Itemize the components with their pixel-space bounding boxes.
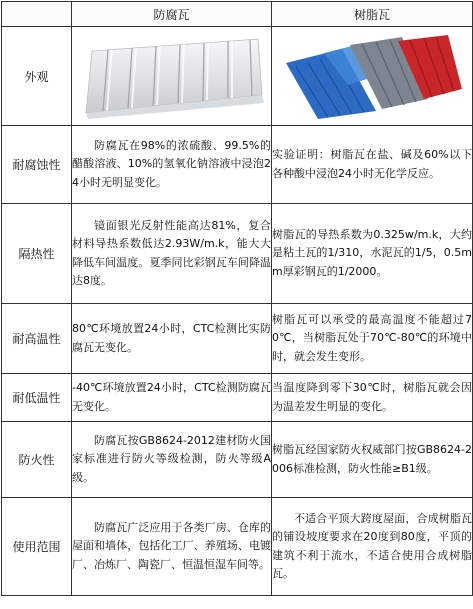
category-high-temp-resistance: 耐高温性 — [2, 304, 72, 374]
resin-lowtemp-para: 当温度降到零下30℃时，树脂瓦就会因为温差发生明显的变化。 — [272, 381, 472, 413]
row-high-temp-resistance — [2, 304, 473, 374]
comparison-table — [1, 1, 473, 596]
category-corrosion-resistance: 耐腐蚀性 — [2, 126, 72, 204]
row-low-temp-resistance — [2, 374, 473, 422]
anticorrosion-tile-photo — [72, 27, 272, 126]
anticorrosion-hightemp-para: 80℃环境放置24小时，CTC检测比实防腐瓦无变化。 — [72, 322, 271, 354]
anticorrosion-lowtemp-para: -40℃环境放置24小时，CTC检测防腐瓦无变化。 — [72, 381, 271, 413]
header-row — [2, 2, 473, 27]
resin-fire-text — [272, 422, 473, 498]
resin-fire-para: 树脂瓦经国家防火权威部门按GB8624-2006标准检测，防火性能≥B1级。 — [272, 443, 472, 475]
anticorrosion-corrosion-para: 防腐瓦在98%的浓硫酸、99.5%的醋酸溶液、10%的氢氧化钠溶液中浸泡24小时无明显变化。 — [72, 138, 271, 189]
anticorrosion-insulation-text — [72, 204, 272, 304]
category-application-scope: 使用范围 — [2, 498, 72, 596]
resin-corrosion-text — [272, 126, 473, 204]
row-corrosion-resistance — [2, 126, 473, 204]
resin-tile-photo — [272, 27, 473, 126]
anticorrosion-corrosion-text — [72, 126, 272, 204]
header-resin-tile: 树脂瓦 — [272, 2, 473, 27]
row-heat-insulation — [2, 204, 473, 304]
anticorrosion-hightemp-text — [72, 304, 272, 374]
category-appearance: 外观 — [2, 27, 72, 126]
row-application-scope — [2, 498, 473, 596]
resin-scope-para: 不适合平顶大跨度屋面，合成树脂瓦的铺设坡度要求在20度到80度，平顶的建筑不利于流水，不适合使用合成树脂瓦。 — [272, 511, 472, 580]
resin-lowtemp-text — [272, 374, 473, 422]
anticorrosion-fire-text — [72, 422, 272, 498]
category-low-temp-resistance: 耐低温性 — [2, 374, 72, 422]
metal-roof-sheet-image — [78, 33, 266, 119]
anticorrosion-scope-para: 防腐瓦广泛应用于各类厂房、仓库的屋面和墙体，包括化工厂、养殖场、电镀厂、冶炼厂、陶瓷厂、恒温恒湿车间等。 — [72, 520, 271, 571]
anticorrosion-lowtemp-text — [72, 374, 272, 422]
header-corner — [2, 2, 72, 27]
resin-hightemp-para: 树脂瓦可以承受的最高温度不能超过70℃，当树脂瓦处于70℃-80℃的环境中时，就会发生变形。 — [272, 312, 472, 363]
category-fire-resistance: 防火性 — [2, 422, 72, 498]
row-fire-resistance — [2, 422, 473, 498]
category-heat-insulation: 隔热性 — [2, 204, 72, 304]
anticorrosion-insulation-para: 镜面银光反射性能高达81%，复合材料导热系数低达2.93W/m.k，能大大降低车间温度。夏季同比彩钢瓦车间降温达8度。 — [72, 218, 271, 287]
anticorrosion-fire-para: 防腐瓦按GB8624-2012建材防火国家标准进行防火等级检测，防火等级A级。 — [72, 433, 271, 484]
resin-hightemp-text — [272, 304, 473, 374]
anticorrosion-scope-text — [72, 498, 272, 596]
header-anticorrosion-tile: 防腐瓦 — [72, 2, 272, 27]
resin-insulation-para: 树脂瓦的导热系数为0.325w/m.k，大约是粘土瓦的1/310，水泥瓦的1/5，0.5mm厚彩钢瓦的1/2000。 — [272, 227, 472, 278]
resin-insulation-text — [272, 204, 473, 304]
row-appearance — [2, 27, 473, 126]
resin-scope-text — [272, 498, 473, 596]
resin-tiles-image — [278, 33, 466, 119]
resin-corrosion-para: 实验证明：树脂瓦在盐、碱及60%以下各种酸中浸泡24小时无化学反应。 — [272, 148, 472, 180]
